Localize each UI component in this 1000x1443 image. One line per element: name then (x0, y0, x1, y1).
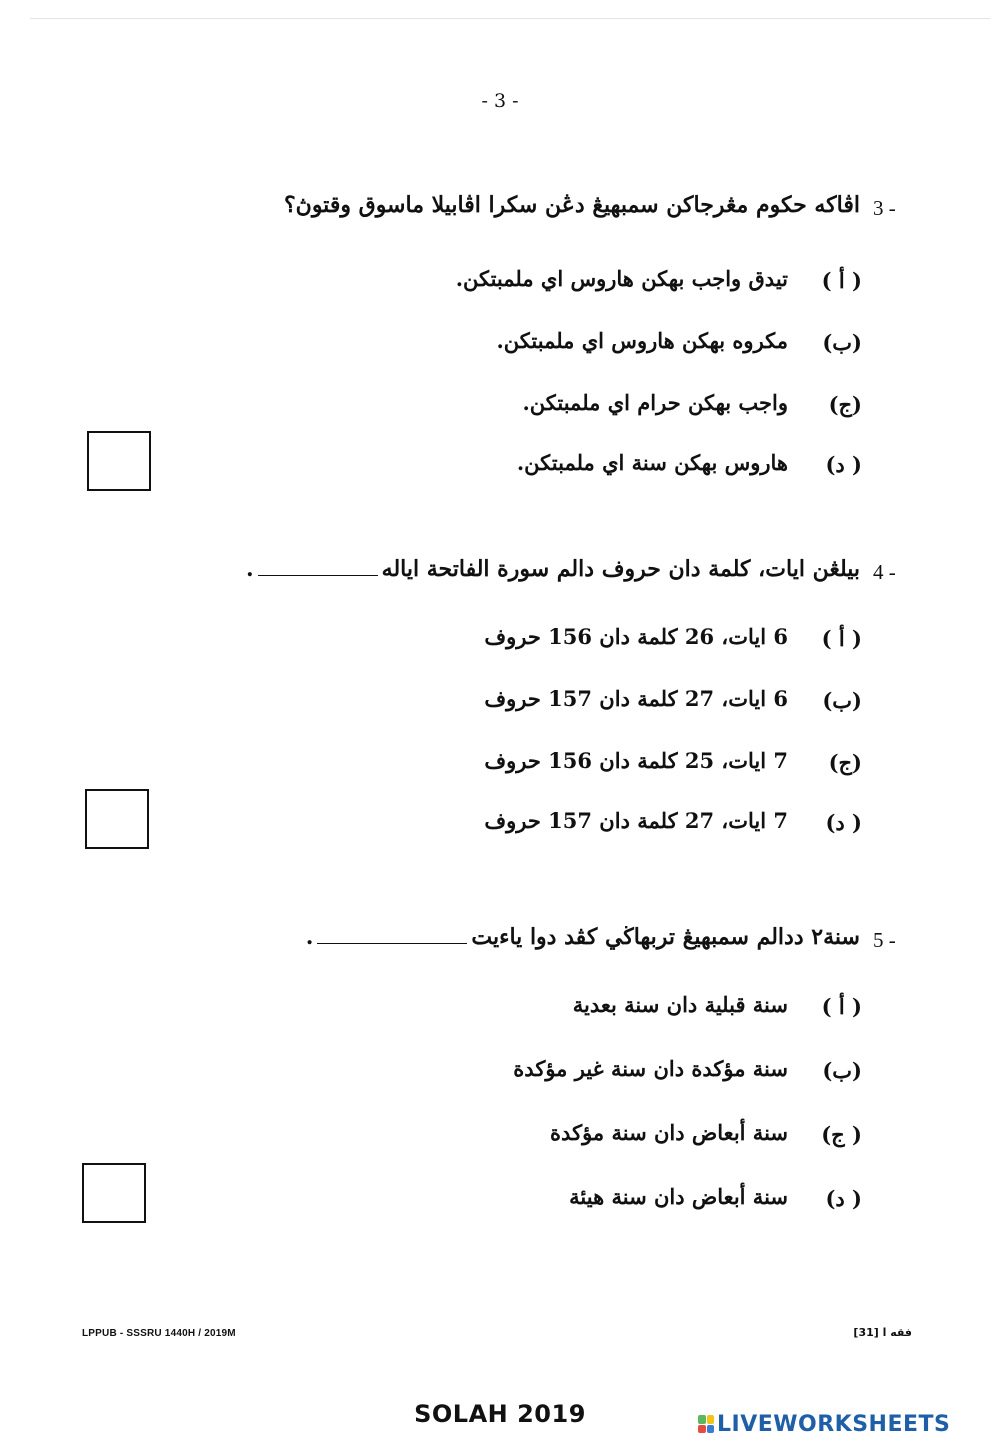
liveworksheets-icon (698, 1415, 714, 1433)
option-label: ( أ ) (821, 626, 862, 651)
liveworksheets-logo (698, 1410, 950, 1438)
answer-box[interactable] (87, 431, 151, 491)
option-label: (ج) (828, 392, 862, 417)
option-text: سنة مؤکدة دان سنة غير مؤکدة (513, 1056, 788, 1081)
option-text: 6 ايات، 27 کلمة دان 157 حروف (484, 686, 788, 711)
question-end-mark: . (245, 556, 254, 582)
option-label: (ب) (822, 1058, 862, 1083)
option-text: 6 ايات، 26 کلمة دان 156 حروف (484, 624, 788, 649)
worksheet-title: SOLAH 2019 (414, 1400, 586, 1428)
question-text-body: سنة٢ ددالم سمبهيڠ تربهاڬي کڤد دوا ياءيت (471, 924, 860, 950)
question-text (306, 924, 860, 950)
option-text: سنة أبعاض دان سنة مؤکدة (550, 1120, 788, 1145)
answer-blank (258, 575, 378, 576)
question-number: 4 - (873, 560, 896, 584)
option-label: ( أ ) (821, 994, 862, 1019)
option-text: تيدق واجب بهکن هاروس اي ملمبتکن. (455, 266, 788, 291)
option-text: 7 ايات، 25 کلمة دان 156 حروف (484, 748, 788, 773)
answer-blank (317, 943, 467, 944)
top-divider (30, 18, 990, 19)
option-label: (ب) (822, 330, 862, 355)
question-text: اڤاکه حکوم مڠرجاکن سمبهيڠ دڠن سکرا اڤابيلا ماسوق وقتوڽ؟ (283, 192, 860, 218)
option-text: سنة قبلية دان سنة بعدية (572, 992, 788, 1017)
liveworksheets-text: LIVEWORKSHEETS (717, 1411, 951, 1437)
footer-code: LPPUB - SSSRU 1440H / 2019M (82, 1328, 236, 1339)
question-end-mark: . (305, 924, 314, 950)
question-number: 3 - (873, 196, 896, 220)
option-label: (ج) (828, 750, 862, 775)
option-label: ( د) (825, 810, 862, 835)
option-text: سنة أبعاض دان سنة هيئة (569, 1184, 788, 1209)
question-text-body: بيلڠن ايات، کلمة دان حروف دالم سورة الفاتحة اياله (381, 556, 860, 582)
question-number: 5 - (873, 928, 896, 952)
option-text: 7 ايات، 27 کلمة دان 157 حروف (484, 808, 788, 833)
option-text: مکروه بهکن هاروس اي ملمبتکن. (496, 328, 788, 353)
answer-box[interactable] (85, 789, 149, 849)
option-label: ( د) (825, 1186, 862, 1211)
question-text (246, 556, 860, 582)
option-label: ( أ ) (821, 268, 862, 293)
option-label: ( د) (825, 452, 862, 477)
option-label: (ب) (822, 688, 862, 713)
page-number: - 3 - (481, 90, 519, 112)
option-text: هاروس بهکن سنة اي ملمبتکن. (516, 450, 788, 475)
option-text: واجب بهکن حرام اي ملمبتکن. (522, 390, 788, 415)
footer-subject: فقه ا [31] (853, 1326, 912, 1339)
answer-box[interactable] (82, 1163, 146, 1223)
option-label: ( ج) (821, 1122, 862, 1147)
